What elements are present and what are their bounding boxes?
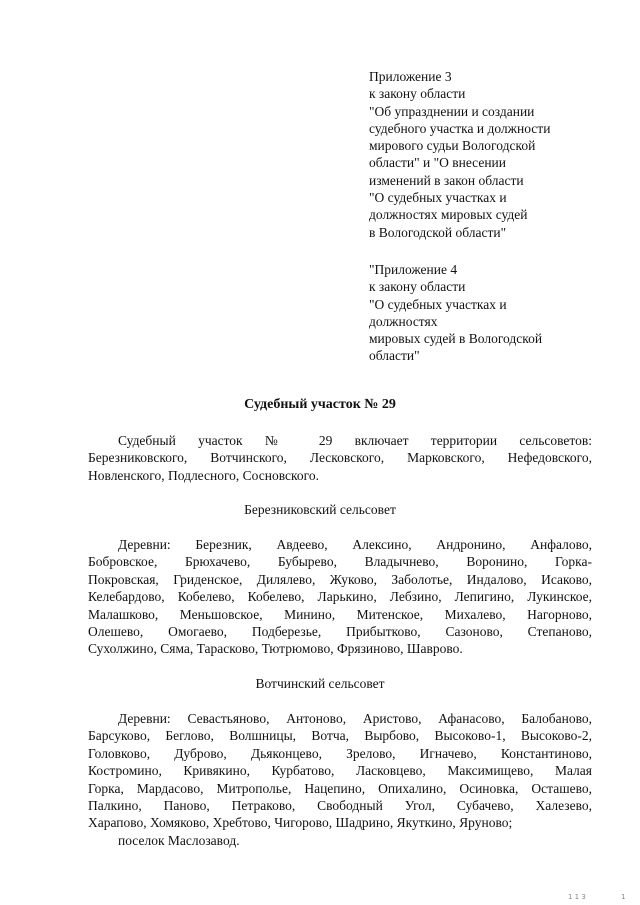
paragraph-line: Бобровское, Брюхачево, Бубырево, Владычнево, Воронино, Горка- (88, 554, 592, 570)
annex-4-line: к закону области (369, 279, 466, 295)
annex-4-line: "О судебных участках и (369, 296, 507, 312)
paragraph-line: Головково, Дуброво, Дьяконцево, Зрелово, Игначево, Константиново, (88, 745, 592, 761)
paragraph-line: Деревни: Севастьяново, Антоново, Аристово, Афанасово, Балобаново, (118, 711, 592, 726)
annex-3-line: "Об упразднении и создании (369, 103, 535, 119)
paragraph-line: Судебный участок № 29 включает территории сельсоветов: (118, 433, 592, 448)
paragraph-line: Березниковского, Вотчинского, Лесковского, Марковского, Нефедовского, (88, 450, 592, 466)
annex-3-line: мирового судьи Вологодской (369, 138, 536, 154)
annex-4-line: области" (369, 348, 420, 364)
annex-3-line: изменений в закон области (369, 172, 524, 188)
page-footer-mark: 1 (621, 893, 626, 901)
paragraph-line: Харапово, Хомяково, Хребтово, Чигорово, Шадрино, Якуткино, Яруново; (88, 815, 513, 831)
document-title: Судебный участок № 29 (244, 397, 396, 412)
section-heading-votcha: Вотчинский сельсовет (255, 676, 385, 691)
paragraph-line: Покровская, Гриденское, Дилялево, Жуково, Заболотье, Индалово, Исаково, (88, 571, 592, 587)
paragraph-line: Малашково, Меньшовское, Минино, Митенское, Михалево, Нагорново, (88, 606, 592, 622)
annex-4-line: "Приложение 4 (369, 262, 458, 277)
paragraph-line: Олешево, Омогаево, Подберезье, Прибытково, Сазоново, Степаново, (88, 624, 592, 640)
paragraph-line: Новленского, Подлесного, Сосновского. (88, 467, 319, 483)
annex-3-line: "О судебных участках и (369, 190, 507, 206)
section-heading-bereznik: Березниковский сельсовет (244, 502, 396, 517)
bereznik-villages-paragraph (88, 536, 592, 658)
annex-3-line: Приложение 3 (369, 69, 452, 84)
paragraph-line: Келебардово, Кобелево, Кобелево, Ларькино, Лебзино, Лепигино, Лукинское, (88, 589, 592, 605)
annex-3-header (369, 68, 609, 241)
annex-3-line: области" и "О внесении (369, 155, 506, 171)
paragraph-line: Горка, Мардасово, Митрополье, Нацепино, Опихалино, Осиновка, Осташево, (88, 780, 592, 796)
paragraph-line: Барсуково, Беглово, Волшницы, Вотча, Вырбово, Высоково-1, Высоково-2, (88, 728, 592, 744)
annex-3-line: в Вологодской области" (369, 224, 507, 240)
annex-3-line: должностях мировых судей (369, 207, 528, 223)
annex-3-line: судебного участка и должности (369, 120, 551, 136)
annex-4-line: должностях (369, 313, 438, 329)
annex-4-line: мировых судей в Вологодской (369, 331, 543, 347)
paragraph-line: Деревни: Березник, Авдеево, Алексино, Андронино, Анфалово, (118, 537, 592, 552)
paragraph-line: Костромино, Кривякино, Курбатово, Ласковцево, Максимищево, Малая (88, 763, 592, 779)
paragraph-line: Сухолжино, Сяма, Тарасково, Тютрюмово, Фрязиново, Шаврово. (88, 641, 463, 657)
page-footer-mark: 1 1 3 (568, 893, 586, 901)
paragraph-line: поселок Маслозавод. (118, 832, 240, 848)
paragraph-line: Палкино, Паново, Петраково, Свободный Угол, Субачево, Халезево, (88, 798, 592, 814)
annex-4-header (369, 261, 609, 365)
intro-paragraph (88, 432, 592, 484)
votcha-villages-paragraph (88, 710, 592, 849)
annex-3-line: к закону области (369, 86, 466, 102)
